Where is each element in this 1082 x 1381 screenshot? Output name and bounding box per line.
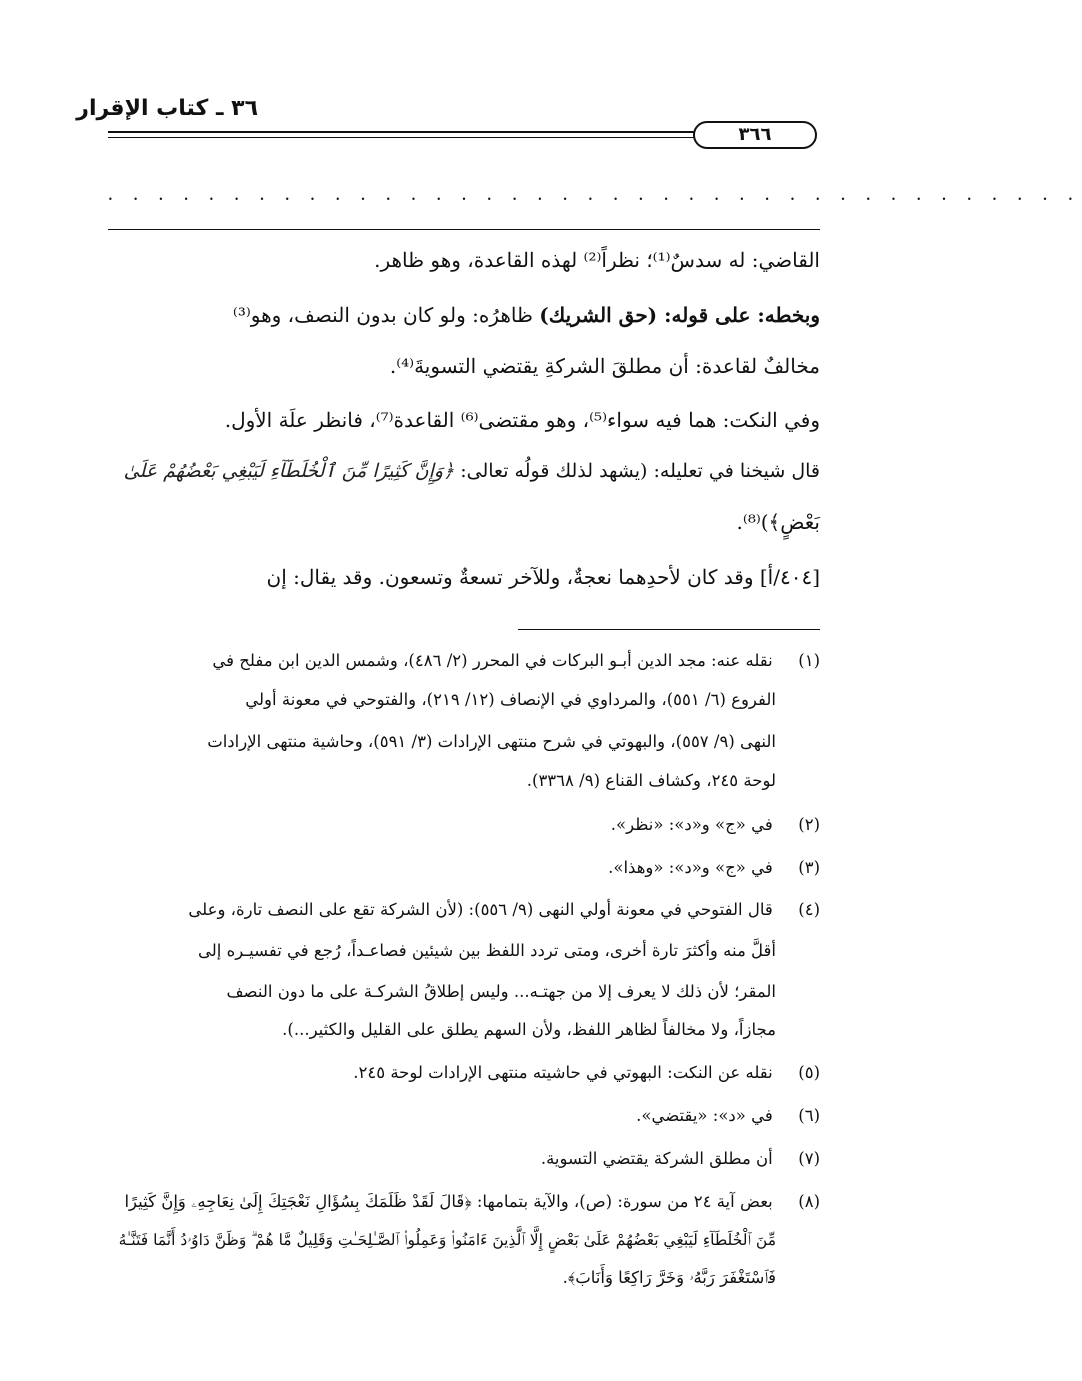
separator-dots: • • • • • • • • • • • • • • • • • • • • • • • • • • • • • • • • • • • • • • • — [108, 195, 1082, 204]
footnote-text: أقلَّ منه وأكثرَ تارة أخرى، ومتى تردد اللفظ بين شيئين فصاعـداً، رُجع في تفسيـره إلى — [197, 941, 776, 960]
body-line: وفي النكت: هما فيه سواء⁽⁵⁾، وهو مقتضى⁽⁶⁾ القاعدة⁽⁷⁾، فانظر علَة الأول. — [224, 408, 820, 432]
footnote-number: (٣) — [798, 858, 820, 877]
body-line: [٤٠٤/أ] وقد كان لأحدِهما نعجةٌ، وللآخر تسعةٌ وتسعون. وقد يقال: إن — [266, 565, 820, 589]
footnote — [108, 815, 820, 834]
footnote-text: نقله عن النكت: البهوتي في حاشيته منتهى الإرادات لوحة ٢٤٥. — [353, 1063, 773, 1082]
body-line: بَعْضٍ﴾)⁽⁸⁾. — [736, 510, 820, 534]
footnote-number: (٤) — [798, 900, 820, 919]
page-number: ٣٦٦ — [693, 121, 817, 149]
footnote-text: مجازاً، ولا مخالفاً لظاهر اللفظ، ولأن السهم يطلق على القليل والكثير...). — [282, 1020, 776, 1039]
footnote-number: (٥) — [798, 1063, 820, 1082]
footnote-text: أن مطلق الشركة يقتضي التسوية. — [540, 1149, 773, 1168]
footnote — [108, 651, 820, 670]
header-rule-thin — [108, 137, 694, 138]
footnote-number: (١) — [798, 651, 820, 670]
body-line: القاضي: له سدسٌ⁽¹⁾؛ نظراً⁽²⁾ لهذه القاعدة، وهو ظاهر. — [374, 248, 820, 272]
footnote-number: (٢) — [798, 815, 820, 834]
footnote-text: مِّنَ ٱلْخُلَطَآءِ لَيَبْغِي بَعْضُهُمْ عَلَىٰ بَعْضٍ إِلَّا ٱلَّذِينَ ءَامَنُوا۟ وَعَمِلُوا۟ ٱلصَّـٰلِحَـٰتِ وَقَلِيلٌ مَّا هُمْ ۗ وَظَنَّ دَاوُۥدُ أَنَّمَا فَتَنَّـٰهُ — [118, 1231, 776, 1249]
footnote-text: في «ج» و«د»: «وهذا». — [608, 858, 773, 877]
footnote-text: نقله عنه: مجد الدين أبـو البركات في المحرر (٢/ ٤٨٦)، وشمس الدين ابن مفلح في — [212, 651, 773, 670]
body-line: مخالفٌ لقاعدة: أن مطلقَ الشركةِ يقتضي التسويةَ⁽⁴⁾. — [389, 354, 820, 378]
footnote-text: في «د»: «يقتضي». — [636, 1106, 773, 1125]
footnote-text: بعض آية ٢٤ من سورة: (ص)، والآية بتمامها: ﴿قَالَ لَقَدْ ظَلَمَكَ بِسُؤَالِ نَعْجَتِكَ إِلَىٰ نِعَاجِهِۦ وَإِنَّ كَثِيرًا — [124, 1192, 773, 1211]
body-text: قال شيخنا في تعليله: (يشهد لذلك قولُه تعالى: — [454, 460, 820, 482]
body-text: ظاهرُه: ولو كان بدون النصف، وهو⁽³⁾ — [232, 303, 540, 327]
footnote-text: فَٱسْتَغْفَرَ رَبَّهُۥ وَخَرَّ رَاكِعًا وَأَنَابَ﴾. — [562, 1268, 776, 1287]
footnote — [108, 1192, 820, 1212]
top-rule — [108, 229, 820, 230]
footnote — [108, 858, 820, 877]
footnote-number: (٧) — [798, 1149, 820, 1168]
quran-verse: ﴿وَإِنَّ كَثِيرًا مِّنَ ٱلْخُلَطَآءِ لَيَبْغِي بَعْضُهُمْ عَلَىٰ — [123, 460, 455, 482]
footnote-text: لوحة ٢٤٥، وكشاف القناع (٩/ ٣٣٦٨). — [526, 771, 776, 790]
chapter-title: ٣٦ ـ كتاب الإقرار — [76, 96, 258, 121]
footnote-text: المقر؛ لأن ذلك لا يعرف إلا من جهتـه... وليس إطلاقُ الشركـة على ما دون النصف — [226, 982, 776, 1001]
body-line — [108, 303, 820, 327]
bold-phrase: وبخطه: على قوله: (حق الشريك) — [539, 303, 820, 327]
footnote — [108, 1106, 820, 1125]
footnote-number: (٨) — [798, 1192, 820, 1211]
footnote — [108, 1149, 820, 1168]
footnote — [108, 1063, 820, 1082]
footnote-text: في «ج» و«د»: «نظر». — [610, 815, 773, 834]
footnote — [108, 900, 820, 919]
footnote-text: الفروع (٦/ ٥٥١)، والمرداوي في الإنصاف (١٢/ ٢١٩)، والفتوحي في معونة أولي — [245, 690, 776, 709]
footnote-rule — [518, 629, 820, 630]
body-line — [108, 460, 820, 482]
header-rule — [108, 131, 694, 133]
footnote-text: قال الفتوحي في معونة أولي النهى (٩/ ٥٥٦): (لأن الشركة تقع على النصف تارة، وعلى — [188, 900, 773, 919]
footnote-number: (٦) — [798, 1106, 820, 1125]
footnote-text: النهى (٩/ ٥٥٧)، والبهوتي في شرح منتهى الإرادات (٣/ ٥٩١)، وحاشية منتهى الإرادات — [207, 732, 776, 751]
